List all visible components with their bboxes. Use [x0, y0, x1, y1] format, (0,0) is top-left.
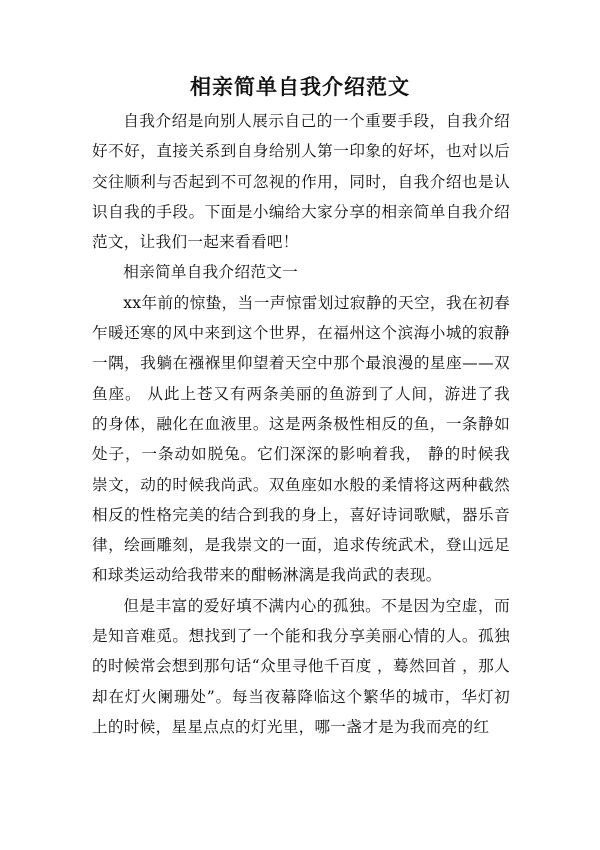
document-title: 相亲简单自我介绍范文	[190, 75, 410, 99]
document-body	[92, 106, 510, 742]
body-paragraph: xx年前的惊蛰，当一声惊雷划过寂静的天空，我在初春乍暖还寒的风中来到这个世界，在福州这个滨海小城的寂静一隅，我躺在襁褓里仰望着天空中那个最浪漫的星座——双鱼座。 从此上苍又有两条美丽的鱼游到了人间，游进了我的身体，融化在血液里。这是两条极性相反的鱼，一条静如处子，一条动如脱兔。它们深深的影响着我， 静的时候我崇文，动的时候我尚武。双鱼座如水般的柔情将这两种截然相反的性格完美的结合到我的身上，喜好诗词歌赋，器乐音律，绘画雕刻，是我崇文的一面，追求传统武术，登山远足和球类运动给我带来的酣畅淋漓是我尚武的表现。	[92, 293, 510, 585]
section-heading: 相亲简单自我介绍范文一	[123, 263, 299, 282]
intro-paragraph: 自我介绍是向别人展示自己的一个重要手段，自我介绍好不好，直接关系到自身给别人第一印象的好坏，也对以后交往顺利与否起到不可忽视的作用，同时，自我介绍也是认识自我的手段。下面是小编给大家分享的相亲简单自我介绍范文，让我们一起来看看吧！	[92, 112, 510, 252]
body-paragraph: 但是丰富的爱好填不满内心的孤独。不是因为空虚，而是知音难觅。想找到了一个能和我分享美丽心情的人。孤独的时候常会想到那句话“众里寻他千百度 ，蓦然回首 ，那人却在灯火阑珊处”。每当夜幕降临这个繁华的城市，华灯初上的时候，星星点点的灯光里，哪一盏才是为我而亮的红	[92, 596, 510, 736]
